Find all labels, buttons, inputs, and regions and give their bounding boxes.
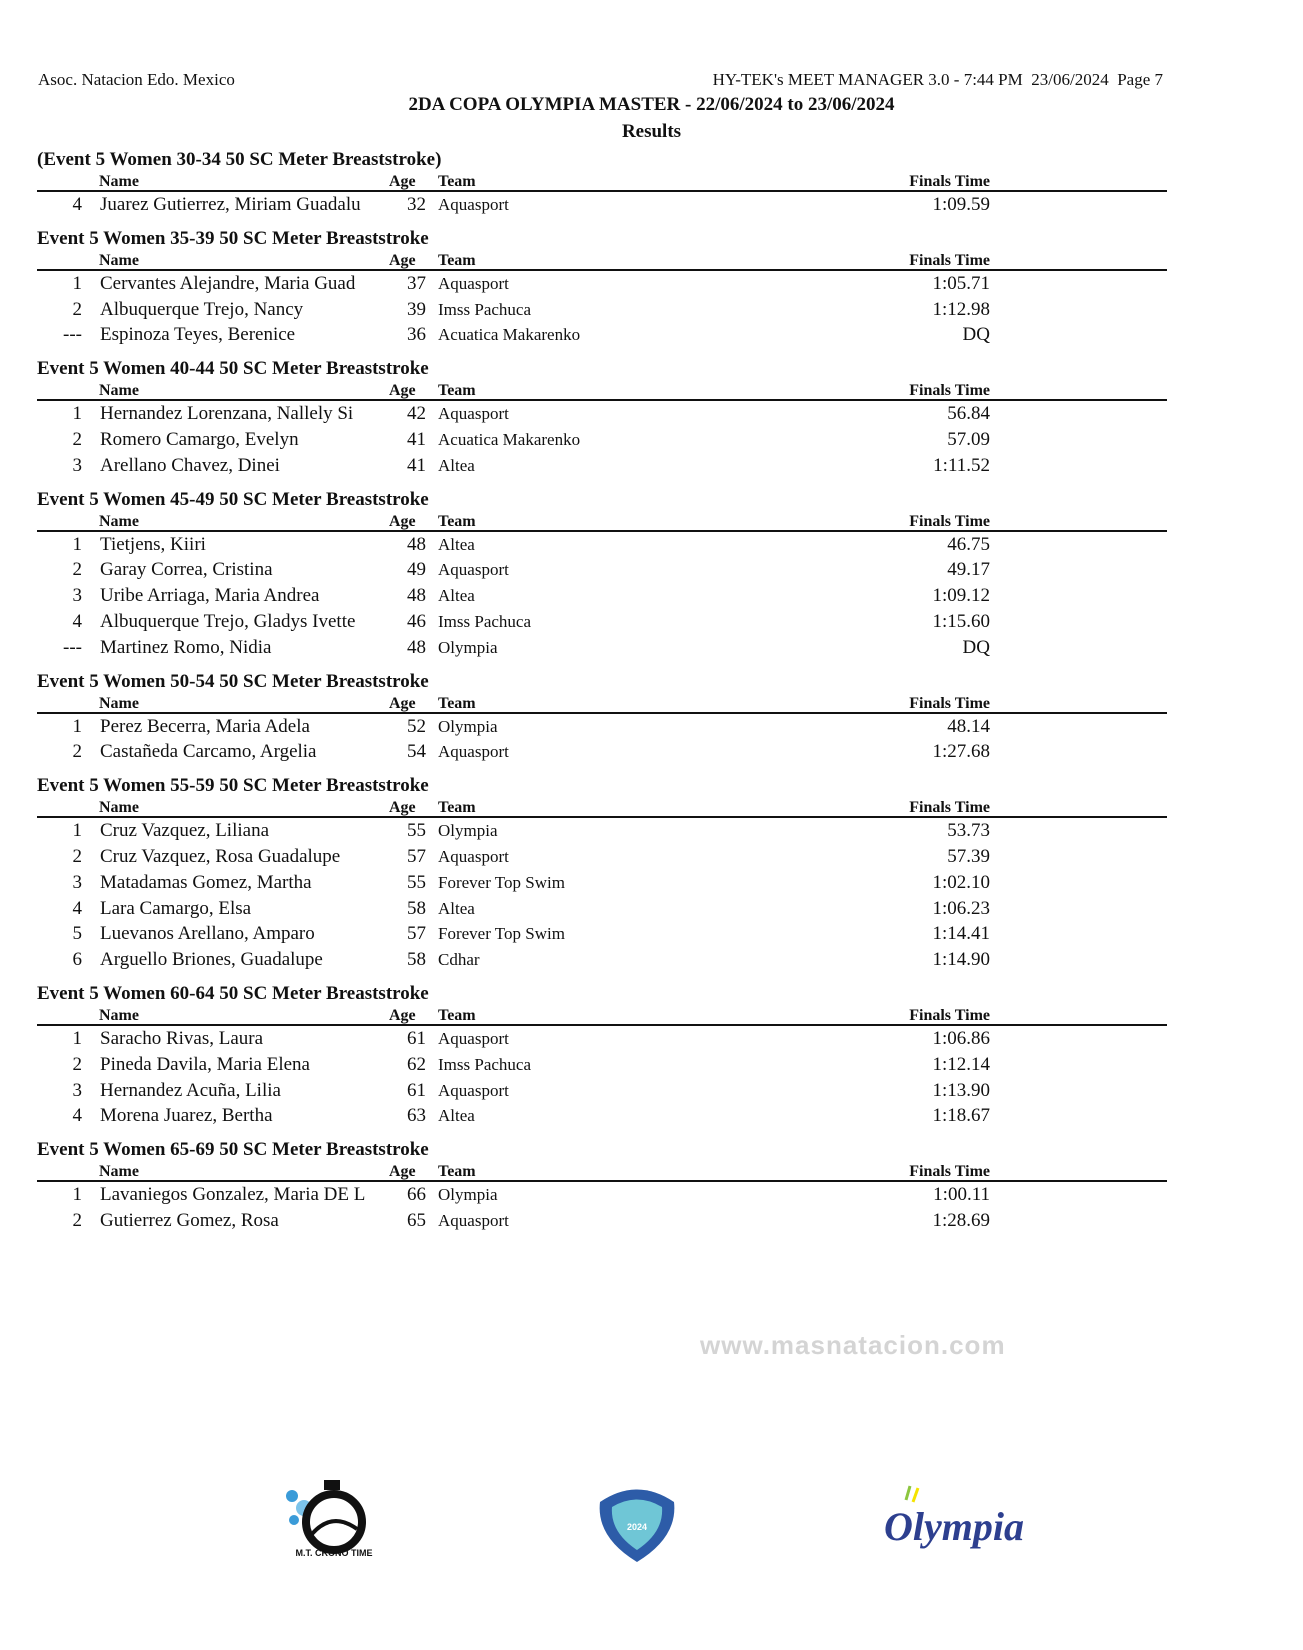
swimmer-name: Hernandez Lorenzana, Nallely Si: [100, 403, 354, 425]
age: 57: [407, 923, 426, 945]
finals-time: 1:15.60: [932, 610, 990, 632]
age: 36: [407, 324, 426, 346]
age: 49: [407, 559, 426, 581]
col-age: Age: [389, 1006, 416, 1024]
age: 55: [407, 820, 426, 842]
team: Altea: [438, 1106, 475, 1126]
col-team: Team: [438, 1163, 476, 1181]
age: 61: [407, 1079, 426, 1101]
team: Forever Top Swim: [438, 924, 565, 944]
age: 48: [407, 585, 426, 607]
age: 58: [407, 949, 426, 971]
team: Altea: [438, 455, 475, 475]
place: 4: [72, 897, 82, 919]
team: Acuatica Makarenko: [438, 325, 581, 345]
col-finals-time: Finals Time: [909, 173, 990, 190]
col-age: Age: [389, 799, 416, 817]
place: 3: [72, 585, 82, 607]
swimmer-name: Luevanos Arellano, Amparo: [100, 923, 315, 945]
result-row: [37, 609, 1167, 635]
col-finals-time: Finals Time: [909, 694, 990, 712]
team: Aquasport: [438, 404, 509, 424]
team: Aquasport: [438, 1028, 509, 1048]
result-row: [37, 1052, 1167, 1078]
col-age: Age: [389, 251, 416, 269]
team: Olympia: [438, 1185, 498, 1205]
col-team: Team: [438, 799, 476, 817]
age: 58: [407, 897, 426, 919]
event-title: Event 5 Women 55-59 50 SC Meter Breaststroke: [37, 775, 429, 797]
result-row: [37, 844, 1167, 870]
meet-title: 2DA COPA OLYMPIA MASTER - 22/06/2024 to 23/06/2024: [408, 94, 895, 115]
team: Acuatica Makarenko: [438, 429, 581, 449]
swimmer-name: Cruz Vazquez, Rosa Guadalupe: [100, 845, 341, 867]
swimmer-name: Gutierrez Gomez, Rosa: [100, 1209, 279, 1231]
age: 63: [407, 1105, 426, 1127]
finals-time: 1:18.67: [932, 1105, 990, 1127]
team: Aquasport: [438, 273, 509, 293]
event-title: Event 5 Women 60-64 50 SC Meter Breaststroke: [37, 982, 429, 1004]
finals-time: 1:02.10: [932, 871, 990, 893]
finals-time: 56.84: [947, 403, 990, 425]
team: Forever Top Swim: [438, 872, 565, 892]
col-finals-time: Finals Time: [909, 382, 990, 400]
swimmer-name: Pineda Davila, Maria Elena: [100, 1053, 310, 1075]
finals-time: 57.39: [947, 845, 990, 867]
result-row: [37, 714, 1167, 740]
event-block: [37, 670, 1167, 766]
swimmer-name: Garay Correa, Cristina: [100, 559, 273, 581]
column-header: [37, 798, 1167, 818]
age: 61: [407, 1027, 426, 1049]
result-row: [37, 453, 1167, 479]
team: Aquasport: [438, 195, 509, 214]
age: 48: [407, 533, 426, 555]
finals-time: 1:09.12: [932, 585, 990, 607]
crono-time-logo: [282, 1476, 387, 1563]
result-row: [37, 1026, 1167, 1052]
col-name: Name: [99, 1006, 139, 1024]
place: 2: [72, 845, 82, 867]
result-row: [37, 921, 1167, 947]
olympia-logo: [882, 1484, 1024, 1561]
result-row: [37, 532, 1167, 558]
col-finals-time: Finals Time: [909, 799, 990, 817]
swimmer-name: Tietjens, Kiiri: [100, 533, 206, 555]
col-finals-time: Finals Time: [909, 251, 990, 269]
place: 2: [72, 741, 82, 763]
finals-time: DQ: [962, 636, 990, 658]
team: Altea: [438, 898, 475, 918]
swimmer-name: Morena Juarez, Bertha: [100, 1105, 273, 1127]
place: ---: [63, 636, 82, 658]
team: Imss Pachuca: [438, 1054, 532, 1074]
result-row: [37, 297, 1167, 323]
event-title: (Event 5 Women 30-34 50 SC Meter Breaststroke): [37, 149, 442, 170]
result-row: [37, 1078, 1167, 1104]
result-row: [37, 583, 1167, 609]
svg-text:2024: 2024: [626, 1522, 648, 1532]
col-age: Age: [389, 1163, 416, 1181]
result-row: [37, 739, 1167, 765]
age: 41: [407, 428, 426, 450]
age: 39: [407, 298, 426, 320]
organization-name: Asoc. Natacion Edo. Mexico: [38, 70, 235, 89]
result-row: [37, 896, 1167, 922]
event-block: [37, 227, 1167, 348]
finals-time: 1:14.41: [932, 923, 990, 945]
place: 2: [72, 559, 82, 581]
place: 2: [72, 428, 82, 450]
place: 5: [72, 923, 82, 945]
column-header: [37, 512, 1167, 532]
team: Altea: [438, 534, 475, 554]
swimmer-name: Albuquerque Trejo, Gladys Ivette: [100, 610, 356, 632]
column-header: [37, 1162, 1167, 1182]
copa-olympia-logo: [592, 1482, 682, 1569]
event-title: Event 5 Women 50-54 50 SC Meter Breaststroke: [37, 670, 429, 692]
result-row: [37, 322, 1167, 348]
col-name: Name: [99, 512, 139, 530]
result-row: [37, 1208, 1167, 1234]
finals-time: 57.09: [947, 428, 990, 450]
age: 41: [407, 454, 426, 476]
col-team: Team: [438, 251, 476, 269]
place: 2: [72, 1053, 82, 1075]
finals-time: 1:27.68: [932, 741, 990, 763]
col-team: Team: [438, 694, 476, 712]
team: Cdhar: [438, 950, 480, 970]
age: 54: [407, 741, 426, 763]
result-row: [37, 271, 1167, 297]
finals-time: 1:13.90: [932, 1079, 990, 1101]
swimmer-name: Matadamas Gomez, Martha: [100, 871, 312, 893]
age: 37: [407, 272, 426, 294]
finals-time: DQ: [962, 324, 990, 346]
watermark: www.masnatacion.com: [700, 1330, 1006, 1360]
result-row: [37, 401, 1167, 427]
finals-time: 1:12.14: [932, 1053, 990, 1075]
col-age: Age: [389, 382, 416, 400]
svg-text:Olympia: Olympia: [884, 1504, 1024, 1549]
team: Imss Pachuca: [438, 299, 532, 319]
swimmer-name: Cervantes Alejandre, Maria Guad: [100, 272, 356, 294]
finals-time: 1:09.59: [932, 194, 990, 215]
place: 1: [72, 1027, 82, 1049]
results-heading: Results: [621, 121, 682, 142]
finals-time: 1:14.90: [932, 949, 990, 971]
col-age: Age: [389, 694, 416, 712]
swimmer-name: Lavaniegos Gonzalez, Maria DE L: [100, 1184, 366, 1206]
swimmer-name: Perez Becerra, Maria Adela: [100, 715, 310, 737]
team: Olympia: [438, 821, 498, 841]
result-row: [37, 427, 1167, 453]
swimmer-name: Romero Camargo, Evelyn: [100, 428, 299, 450]
swimmer-name: Lara Camargo, Elsa: [100, 897, 252, 919]
team: Aquasport: [438, 560, 509, 580]
column-header: [37, 251, 1167, 271]
place: 1: [72, 272, 82, 294]
column-header: [37, 172, 1167, 192]
team: Olympia: [438, 637, 498, 657]
finals-time: 1:06.23: [932, 897, 990, 919]
team: Aquasport: [438, 1210, 509, 1230]
event-block: [37, 488, 1167, 661]
result-row: [37, 818, 1167, 844]
finals-time: 49.17: [947, 559, 990, 581]
age: 42: [407, 403, 426, 425]
col-name: Name: [99, 173, 139, 190]
place: 4: [72, 1105, 82, 1127]
swimmer-name: Hernandez Acuña, Lilia: [100, 1079, 281, 1101]
col-name: Name: [99, 382, 139, 400]
col-finals-time: Finals Time: [909, 1163, 990, 1181]
place: 1: [72, 533, 82, 555]
team: Aquasport: [438, 1080, 509, 1100]
swimmer-name: Espinoza Teyes, Berenice: [100, 324, 296, 346]
swimmer-name: Uribe Arriaga, Maria Andrea: [100, 585, 320, 607]
finals-time: 1:12.98: [932, 298, 990, 320]
result-row: [37, 1182, 1167, 1208]
result-row: [37, 870, 1167, 896]
swimmer-name: Arguello Briones, Guadalupe: [100, 949, 323, 971]
place: 1: [72, 1184, 82, 1206]
event-block: [37, 148, 1167, 218]
col-team: Team: [438, 173, 476, 190]
finals-time: 46.75: [947, 533, 990, 555]
place: 6: [72, 949, 82, 971]
swimmer-name: Albuquerque Trejo, Nancy: [100, 298, 304, 320]
place: 3: [72, 871, 82, 893]
team: Aquasport: [438, 846, 509, 866]
column-header: [37, 1006, 1167, 1026]
col-age: Age: [389, 512, 416, 530]
event-block: [37, 982, 1167, 1129]
event-title: Event 5 Women 40-44 50 SC Meter Breaststroke: [37, 358, 429, 380]
team: Imss Pachuca: [438, 611, 532, 631]
age: 52: [407, 715, 426, 737]
swimmer-name: Arellano Chavez, Dinei: [100, 454, 280, 476]
finals-time: 1:28.69: [932, 1209, 990, 1231]
age: 46: [407, 610, 426, 632]
result-row: [37, 192, 1167, 218]
place: 2: [72, 298, 82, 320]
place: 4: [72, 194, 82, 215]
team: Olympia: [438, 716, 498, 736]
place: 3: [72, 454, 82, 476]
swimmer-name: Martinez Romo, Nidia: [100, 636, 272, 658]
column-header: [37, 694, 1167, 714]
place: 1: [72, 820, 82, 842]
svg-text:M.T. CRONO TIME: M.T. CRONO TIME: [295, 1548, 373, 1558]
results-list: [37, 148, 1167, 1243]
team: Aquasport: [438, 742, 509, 762]
finals-time: 1:06.86: [932, 1027, 990, 1049]
place: 4: [72, 610, 82, 632]
result-row: [37, 635, 1167, 661]
age: 55: [407, 871, 426, 893]
result-row: [37, 1103, 1167, 1129]
finals-time: 1:11.52: [933, 454, 990, 476]
col-age: Age: [389, 173, 416, 190]
team: Altea: [438, 586, 475, 606]
event-block: [37, 774, 1167, 973]
event-block: [37, 1138, 1167, 1234]
column-header: [37, 381, 1167, 401]
finals-time: 1:00.11: [933, 1184, 990, 1206]
place: ---: [63, 324, 82, 346]
age: 32: [407, 194, 426, 215]
event-block: [37, 357, 1167, 478]
swimmer-name: Cruz Vazquez, Liliana: [100, 820, 269, 842]
software-page-info: HY-TEK's MEET MANAGER 3.0 - 7:44 PM 23/06/2024 Page 7: [712, 70, 1163, 89]
col-name: Name: [99, 251, 139, 269]
col-name: Name: [99, 799, 139, 817]
event-title: Event 5 Women 35-39 50 SC Meter Breaststroke: [37, 227, 429, 249]
col-name: Name: [99, 694, 139, 712]
swimmer-name: Saracho Rivas, Laura: [100, 1027, 264, 1049]
result-row: [37, 557, 1167, 583]
swimmer-name: Juarez Gutierrez, Miriam Guadalu: [100, 194, 361, 215]
col-name: Name: [99, 1163, 139, 1181]
event-title: Event 5 Women 65-69 50 SC Meter Breaststroke: [37, 1139, 429, 1161]
col-team: Team: [438, 382, 476, 400]
finals-time: 1:05.71: [932, 272, 990, 294]
col-finals-time: Finals Time: [909, 512, 990, 530]
swimmer-name: Castañeda Carcamo, Argelia: [100, 741, 317, 763]
age: 48: [407, 636, 426, 658]
col-team: Team: [438, 1006, 476, 1024]
age: 65: [407, 1209, 426, 1231]
age: 57: [407, 845, 426, 867]
age: 62: [407, 1053, 426, 1075]
place: 2: [72, 1209, 82, 1231]
finals-time: 48.14: [947, 715, 990, 737]
finals-time: 53.73: [947, 820, 990, 842]
place: 1: [72, 715, 82, 737]
result-row: [37, 947, 1167, 973]
place: 1: [72, 403, 82, 425]
col-finals-time: Finals Time: [909, 1006, 990, 1024]
col-team: Team: [438, 512, 476, 530]
event-title: Event 5 Women 45-49 50 SC Meter Breaststroke: [37, 488, 429, 510]
place: 3: [72, 1079, 82, 1101]
age: 66: [407, 1184, 426, 1206]
